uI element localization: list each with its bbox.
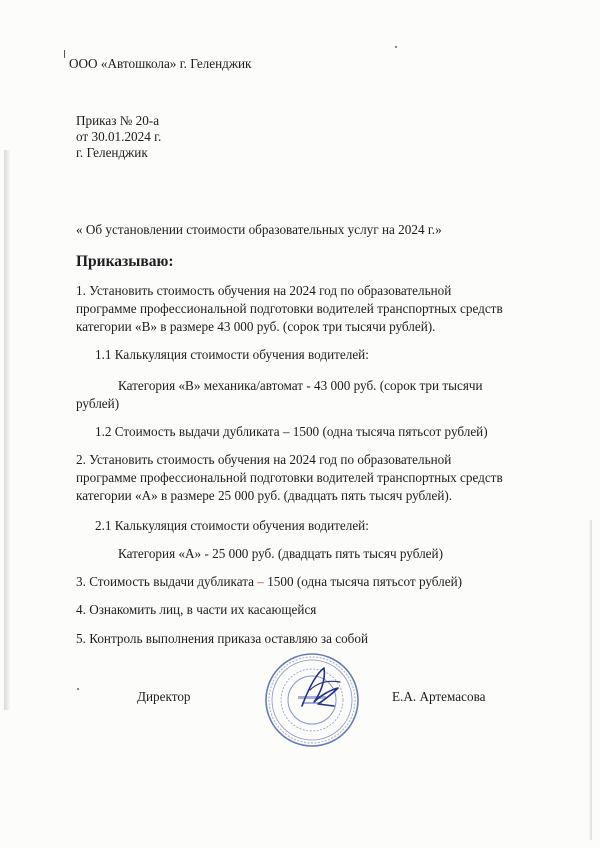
clause-2-line-2: программе профессиональной подготовки водителей транспортных средств — [76, 470, 503, 485]
clause-3-dash: – — [257, 574, 264, 589]
scan-shadow-right — [589, 520, 592, 840]
order-subject: « Об установлении стоимости образовательных услуг на 2024 г.» — [76, 222, 442, 237]
order-heading: Приказываю: — [76, 253, 174, 270]
clause-2-line-3: категории «А» в размере 25 000 руб. (двадцать пять тысяч рублей). — [76, 488, 453, 503]
order-number: Приказ № 20-а — [76, 113, 160, 128]
signatory-name: Е.А. Артемасова — [392, 689, 486, 704]
clause-5: 5. Контроль выполнения приказа оставляю за собой — [76, 631, 369, 646]
clause-2-line-1: 2. Установить стоимость обучения на 2024 год по образовательной — [76, 452, 452, 467]
clause-1-line-1: 1. Установить стоимость обучения на 2024 год по образовательной — [76, 283, 452, 298]
signatory-position: Директор — [137, 689, 191, 704]
clause-1-line-3: категории «В» в размере 43 000 руб. (сорок три тысячи рублей). — [76, 319, 436, 334]
scan-mark — [64, 50, 65, 58]
clause-2-1: 2.1 Калькуляция стоимости обучения водителей: — [95, 518, 369, 533]
clause-1-line-2: программе профессиональной подготовки водителей транспортных средств — [76, 301, 503, 316]
clause-1-1-category-line-1: Категория «В» механика/автомат - 43 000 руб. (сорок три тысячи — [118, 378, 483, 393]
scan-dot — [395, 46, 397, 48]
order-city: г. Геленджик — [76, 145, 148, 160]
clause-4: 4. Ознакомить лиц, в части их касающейся — [76, 602, 317, 617]
clause-3 — [76, 574, 462, 590]
clause-3-text-a: 3. Стоимость выдачи дубликата — [76, 574, 258, 589]
clause-1-1: 1.1 Калькуляция стоимости обучения водителей: — [95, 347, 369, 362]
clause-3-text-b: 1500 (одна тысяча пятьсот рублей) — [263, 574, 463, 589]
order-date: от 30.01.2024 г. — [76, 129, 162, 144]
scan-dot — [77, 688, 79, 690]
director-signature — [290, 660, 350, 720]
clause-1-1-category-line-2: рублей) — [76, 396, 120, 411]
scan-shadow-left — [4, 150, 10, 710]
clause-2-1-category: Категория «А» - 25 000 руб. (двадцать пять тысяч рублей) — [118, 546, 443, 561]
organization-name: ООО «Автошкола» г. Геленджик — [69, 56, 252, 71]
clause-1-2: 1.2 Стоимость выдачи дубликата – 1500 (одна тысяча пятьсот рублей) — [95, 424, 488, 439]
